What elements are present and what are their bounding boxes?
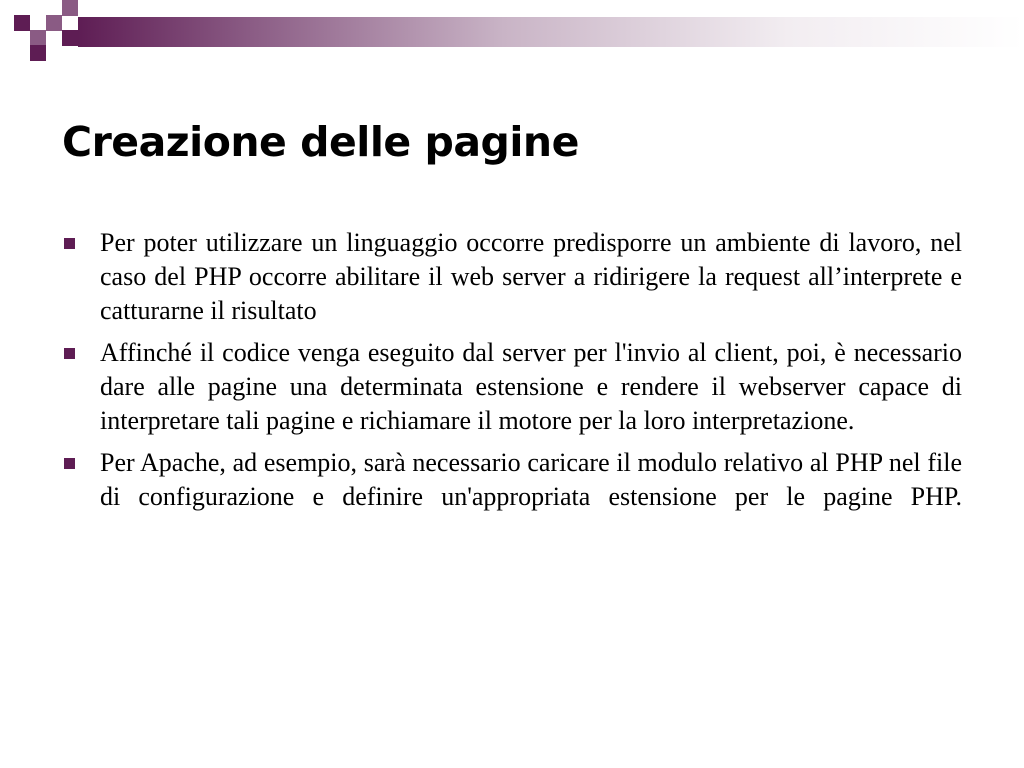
deco-square <box>46 15 62 31</box>
bullet-item <box>62 336 962 438</box>
slide-title: Creazione delle pagine <box>62 118 579 166</box>
bullet-item <box>62 226 962 328</box>
deco-square <box>62 0 78 16</box>
square-bullet-icon <box>64 458 75 469</box>
deco-square <box>62 30 78 46</box>
square-bullet-icon <box>64 348 75 359</box>
header-decoration <box>0 0 1024 62</box>
square-bullet-icon <box>64 238 75 249</box>
deco-square <box>14 15 30 31</box>
bullet-text: Per poter utilizzare un linguaggio occorre predisporre un ambiente di lavoro, nel caso del PHP occorre abilitare il web server a ridirigere la request all’interprete e catturarne il risultato <box>100 228 962 325</box>
deco-square <box>30 30 46 46</box>
bullet-text: Per Apache, ad esempio, sarà necessario caricare il modulo relativo al PHP nel file di configurazione e definire un'appropriata estensione per le pagine PHP. <box>100 448 962 511</box>
deco-square <box>30 45 46 61</box>
bullet-item <box>62 446 962 514</box>
header-gradient-bar <box>78 17 1024 47</box>
bullet-text: Affinché il codice venga eseguito dal server per l'invio al client, poi, è necessario dare alle pagine una determinata estensione e rendere il webserver capace di interpretare tali pagine e richiamare il motore per la loro interpretazione. <box>100 338 962 435</box>
bullet-list <box>62 226 962 522</box>
